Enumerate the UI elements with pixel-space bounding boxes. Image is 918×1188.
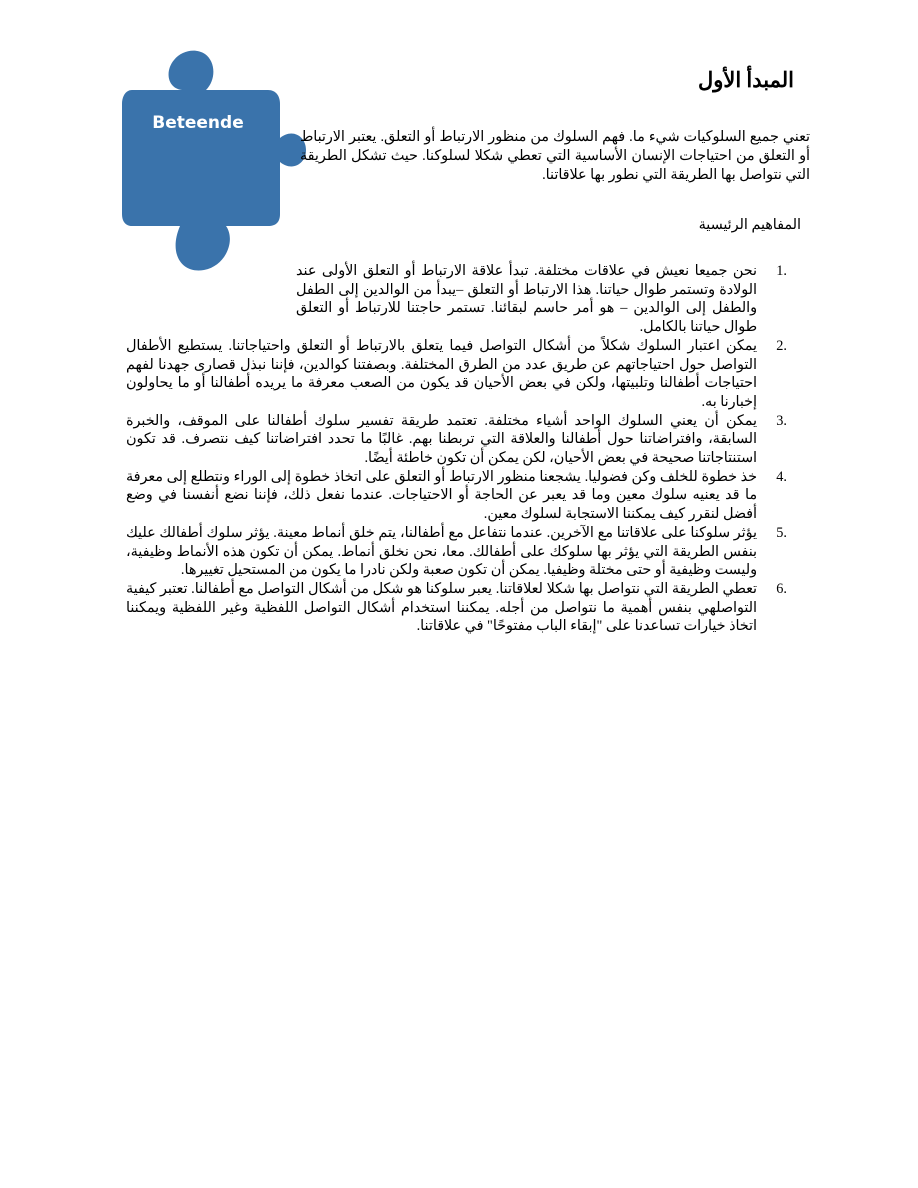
list-item: [126, 580, 785, 636]
list-item-number: 3.: [776, 412, 787, 429]
list-item-text: يمكن أن يعني السلوك الواحد أشياء مختلفة. تعتمد طريقة تفسير سلوك أطفالنا على الموقف، والخبرة السابقة، وافتراضاتنا حول أطفالنا والعلاقة التي تربطنا بهم. غالبًا ما تحدد افتراضاتنا كيف نتصرف. قد تكون استنتاجاتنا صحيحة في بعض الأحيان، لكن يمكن أن تكون خاطئة أيضًا.: [126, 412, 757, 467]
list-item: [126, 524, 785, 580]
key-concepts-list: [126, 262, 785, 636]
list-item-number: 6.: [776, 580, 787, 597]
list-item-text: خذ خطوة للخلف وكن فضوليا. يشجعنا منظور الارتباط أو التعلق على اتخاذ خطوة إلى الوراء ونتطلع إلى معرفة ما قد يعنيه سلوك معين وما قد يعبر عن الحاجة أو الاحتياجات. عندما نفعل ذلك، فإننا نضع أنفسنا في وضع أفضل لنقرر كيف يمكننا الاستجابة لسلوك معين.: [126, 468, 757, 523]
list-item-text: نحن جميعا نعيش في علاقات مختلفة. تبدأ علاقة الارتباط أو التعلق الأولى عند الولادة وتستمر طوال حياتنا. هذا الارتباط أو التعلق –يبدأ من الوالدين إلى الطفل والطفل إلى الوالدين – هو أمر حاسم لبقائنا. تستمر حاجتنا للارتباط أو التعلق طوال حياتنا بالكامل.: [296, 263, 757, 336]
list-item-number: 5.: [776, 524, 787, 541]
list-item-text: يؤثر سلوكنا على علاقاتنا مع الآخرين. عندما نتفاعل مع أطفالنا، يتم خلق أنماط معينة. يؤثر سلوك أطفالك عليك بنفس الطريقة التي يؤثر بها سلوكك على أطفالك. معا، نحن نخلق أنماط. يمكن أن تكون هذه الأنماط وظيفية، وليست وظيفية أو حتى مختلة وظيفيا. يمكن أن تكون صعبة ولكن نادرا ما يكون من المستحيل تغييرها.: [126, 524, 757, 579]
list-item: [126, 412, 785, 468]
list-item: [126, 468, 785, 524]
list-item: [126, 262, 785, 337]
list-item-text: يمكن اعتبار السلوك شكلاً من أشكال التواصل فيما يتعلق بالارتباط أو التعلق واحتياجاتنا. يستطيع الأطفال التواصل حول احتياجاتهم عن طريق عدد من الطرق المختلفة. وبصفتنا كوالدين، فإننا نبذل قصارى جهدنا لفهم احتياجات أطفالنا وتلبيتها، ولكن في بعض الأحيان قد يكون من الصعب معرفة ما يريده أطفالنا أو ما يحاولون إخبارنا به.: [126, 337, 757, 410]
list-item-number: 2.: [776, 337, 787, 354]
puzzle-label: Beteende: [152, 113, 244, 133]
puzzle-piece-shape: [122, 51, 306, 271]
intro-paragraph: تعني جميع السلوكيات شيء ما. فهم السلوك من منظور الارتباط أو التعلق. يعتبر الارتباط أو التعلق من احتياجات الإنسان الأساسية التي تعطي شكلا لسلوكنا. حيث تشكل الطريقة التي نتواصل بها الطريقة التي نطور بها علاقاتنا.: [300, 129, 810, 183]
list-item: [126, 337, 785, 412]
key-concepts-heading: المفاهيم الرئيسية: [698, 217, 801, 233]
puzzle-piece-logo: [118, 44, 308, 279]
list-item-number: 4.: [776, 468, 787, 485]
list-item-text: تعطي الطريقة التي نتواصل بها شكلا لعلاقاتنا. يعبر سلوكنا هو شكل من أشكال التواصل مع أطفالنا. تعتبر كيفية التواصلهي بنفس أهمية ما نتواصل من أجله. يمكننا استخدام أشكال التواصل اللفظية وغير اللفظية ويمكننا اتخاذ خيارات تساعدنا على "إبقاء الباب مفتوحًا" في علاقاتنا.: [126, 580, 757, 635]
page-title: المبدأ الأول: [697, 68, 794, 92]
list-item-number: 1.: [776, 263, 787, 279]
